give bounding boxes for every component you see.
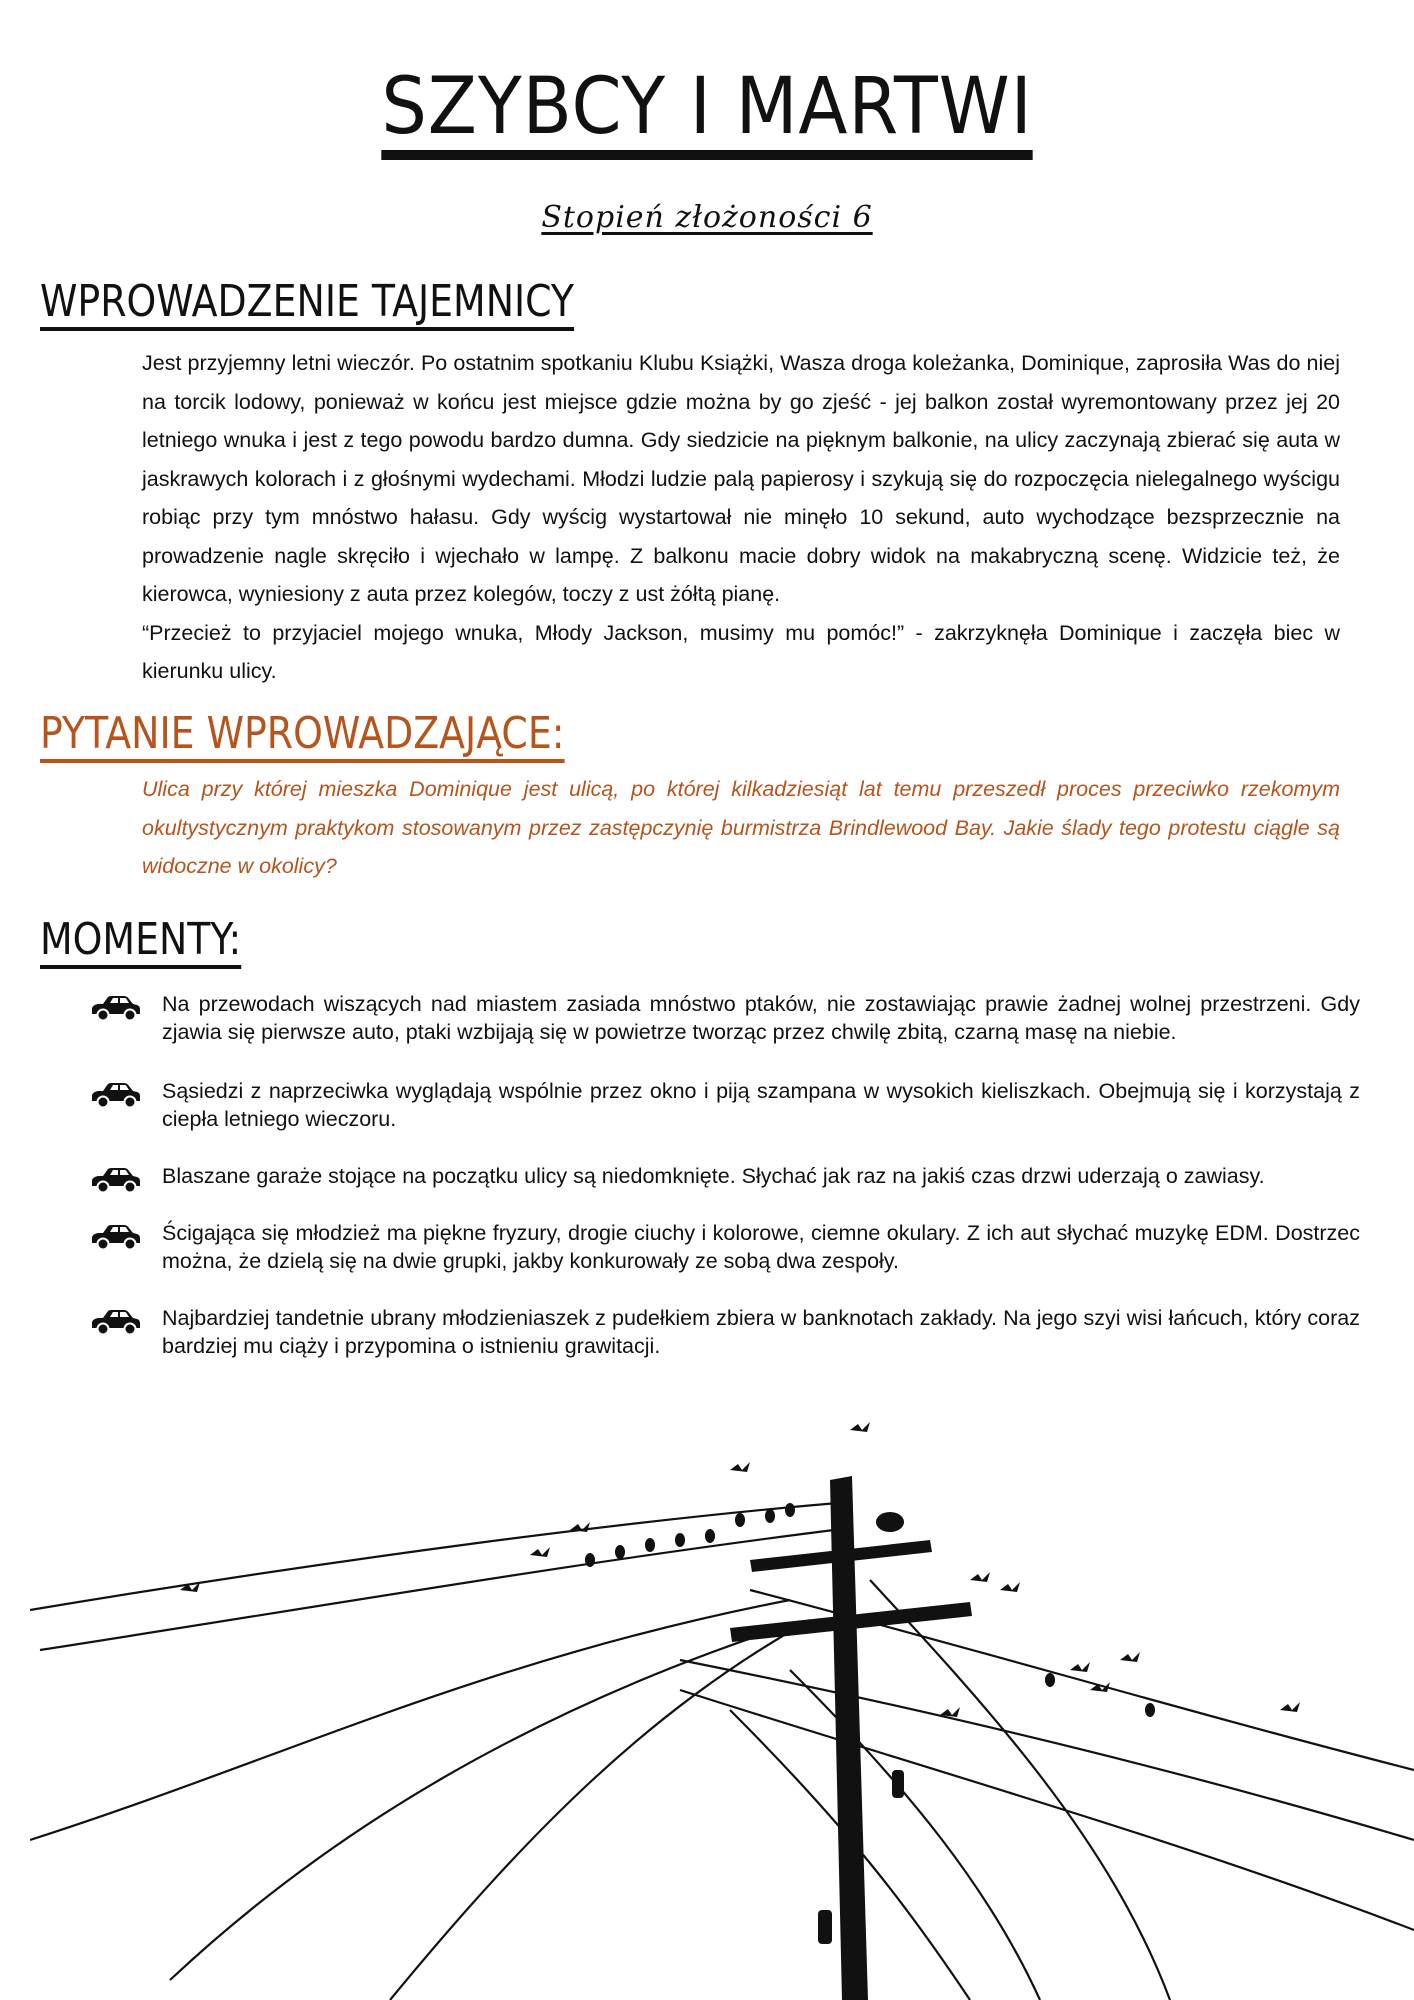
intro-text [142, 344, 1340, 691]
moment-text: Sąsiedzi z naprzeciwka wyglądają wspólnie przez okno i piją szampana w wysokich kieliszkach. Obejmują się i korzystają z ciepła letniego wieczoru. [162, 1079, 1360, 1131]
moments-heading: MOMENTY: [40, 918, 241, 969]
bird-on-wire [705, 1529, 715, 1543]
question-heading: PYTANIE WPROWADZAJĄCE: [40, 712, 565, 763]
intro-paragraph: Jest przyjemny letni wieczór. Po ostatnim spotkaniu Klubu Książki, Wasza droga koleżanka, Dominique, zaprosiła Was do niej na torcik lodowy, ponieważ w końcu jest miejsce gdzie można by go zjeść - jej balkon został wyremontowany przez jej 20 letniego wnuka i jest z tego powodu bardzo dumna. Gdy siedzicie na pięknym balkonie, na ulicy zaczynają zbierać się auta w jaskrawych kolorach i z głośnymi wydechami. Młodzi ludzie palą papierosy i szykują się do rozpoczęcia nielegalnego wyścigu robiąc przy tym mnóstwo hałasu. Gdy wyścig wystartował nie minęło 10 sekund, auto wychodzące bezsprzecznie na prowadzenie nagle skręciło i wjechało w lampę. Z balkonu macie dobry widok na makabryczną scenę. Widzicie też, że kierowca, wyniesiony z auta przez kolegów, toczy z ust żółtą pianę. [142, 351, 1340, 606]
bird-on-wire [645, 1538, 655, 1552]
utility-pole-illustration [30, 1410, 1414, 2000]
car-icon [90, 1223, 142, 1251]
power-line [680, 1690, 1414, 1930]
bird-on-wire [765, 1509, 775, 1523]
question-text: Ulica przy której mieszka Dominique jest ulicą, po której kilkadziesiąt lat temu przeszedł proces przeciwko rzekomym okultystycznym praktykom stosowanym przez zastępczynię burmistrza Brindlewood Bay. Jakie ślady tego protestu ciągle są widoczne w okolicy? [142, 777, 1340, 878]
bird-icon [850, 1422, 870, 1432]
bird-icon [1000, 1582, 1020, 1592]
bird-icon [730, 1462, 750, 1472]
difficulty-subtitle [0, 200, 1414, 235]
moment-text: Najbardziej tandetnie ubrany młodzieniaszek z pudełkiem zbiera w banknotach zakłady. Na jego szyi wisi łańcuch, który coraz bardziej mu ciąży i przypomina o istnieniu grawitacji. [162, 1306, 1360, 1358]
bird-on-wire [735, 1513, 745, 1527]
intro-heading: WPROWADZENIE TAJEMNICY [40, 280, 574, 331]
bird-icon [530, 1547, 550, 1557]
bird-icon [1120, 1652, 1140, 1662]
title-block [0, 62, 1414, 160]
bird-on-wire [585, 1553, 595, 1567]
car-icon [90, 1308, 142, 1336]
bird-on-wire [675, 1533, 685, 1547]
bird-on-wire [1045, 1673, 1055, 1687]
bird-on-wire [1145, 1703, 1155, 1717]
power-line [870, 1580, 1170, 2000]
power-line [30, 1502, 850, 1610]
bird-on-wire [876, 1512, 904, 1532]
power-line [170, 1625, 790, 1980]
bird-icon [1070, 1662, 1090, 1672]
bird-on-wire [785, 1503, 795, 1517]
bird-icon [970, 1572, 990, 1582]
power-line [680, 1660, 1414, 1840]
moment-text: Na przewodach wiszących nad miastem zasiada mnóstwo ptaków, nie zostawiając prawie żadnej wolnej przestrzeni. Gdy zjawia się pierwsze auto, ptaki wzbijają się w powietrze tworząc przez chwilę zbitą, czarną masę na niebie. [162, 992, 1360, 1044]
car-icon [90, 1166, 142, 1194]
power-line [790, 1670, 1040, 2000]
bird-icon [1280, 1702, 1300, 1712]
power-line [390, 1620, 810, 2000]
insulator [818, 1910, 832, 1944]
power-line [30, 1600, 790, 1840]
document-title: SZYBCY I MARTWI [381, 68, 1032, 160]
insulator [892, 1770, 904, 1798]
car-icon [90, 994, 142, 1022]
difficulty-subtitle-text: Stopień złożoności 6 [541, 200, 873, 235]
car-icon [90, 1081, 142, 1109]
intro-paragraph: “Przecież to przyjaciel mojego wnuka, Młody Jackson, musimy mu pomóc!” - zakrzyknęła Dominique i zaczęła biec w kierunku ulicy. [142, 620, 1340, 683]
moment-text: Ścigająca się młodzież ma piękne fryzury, drogie ciuchy i kolorowe, ciemne okulary. Z ich aut słychać muzykę EDM. Dostrzec można, że dzielą się na dwie grupki, jakby konkurowały ze sobą dwa zespoły. [162, 1221, 1360, 1273]
bird-on-wire [615, 1545, 625, 1559]
moment-text: Blaszane garaże stojące na początku ulicy są niedomknięte. Słychać jak raz na jakiś czas drzwi uderzają o zawiasy. [162, 1164, 1265, 1188]
